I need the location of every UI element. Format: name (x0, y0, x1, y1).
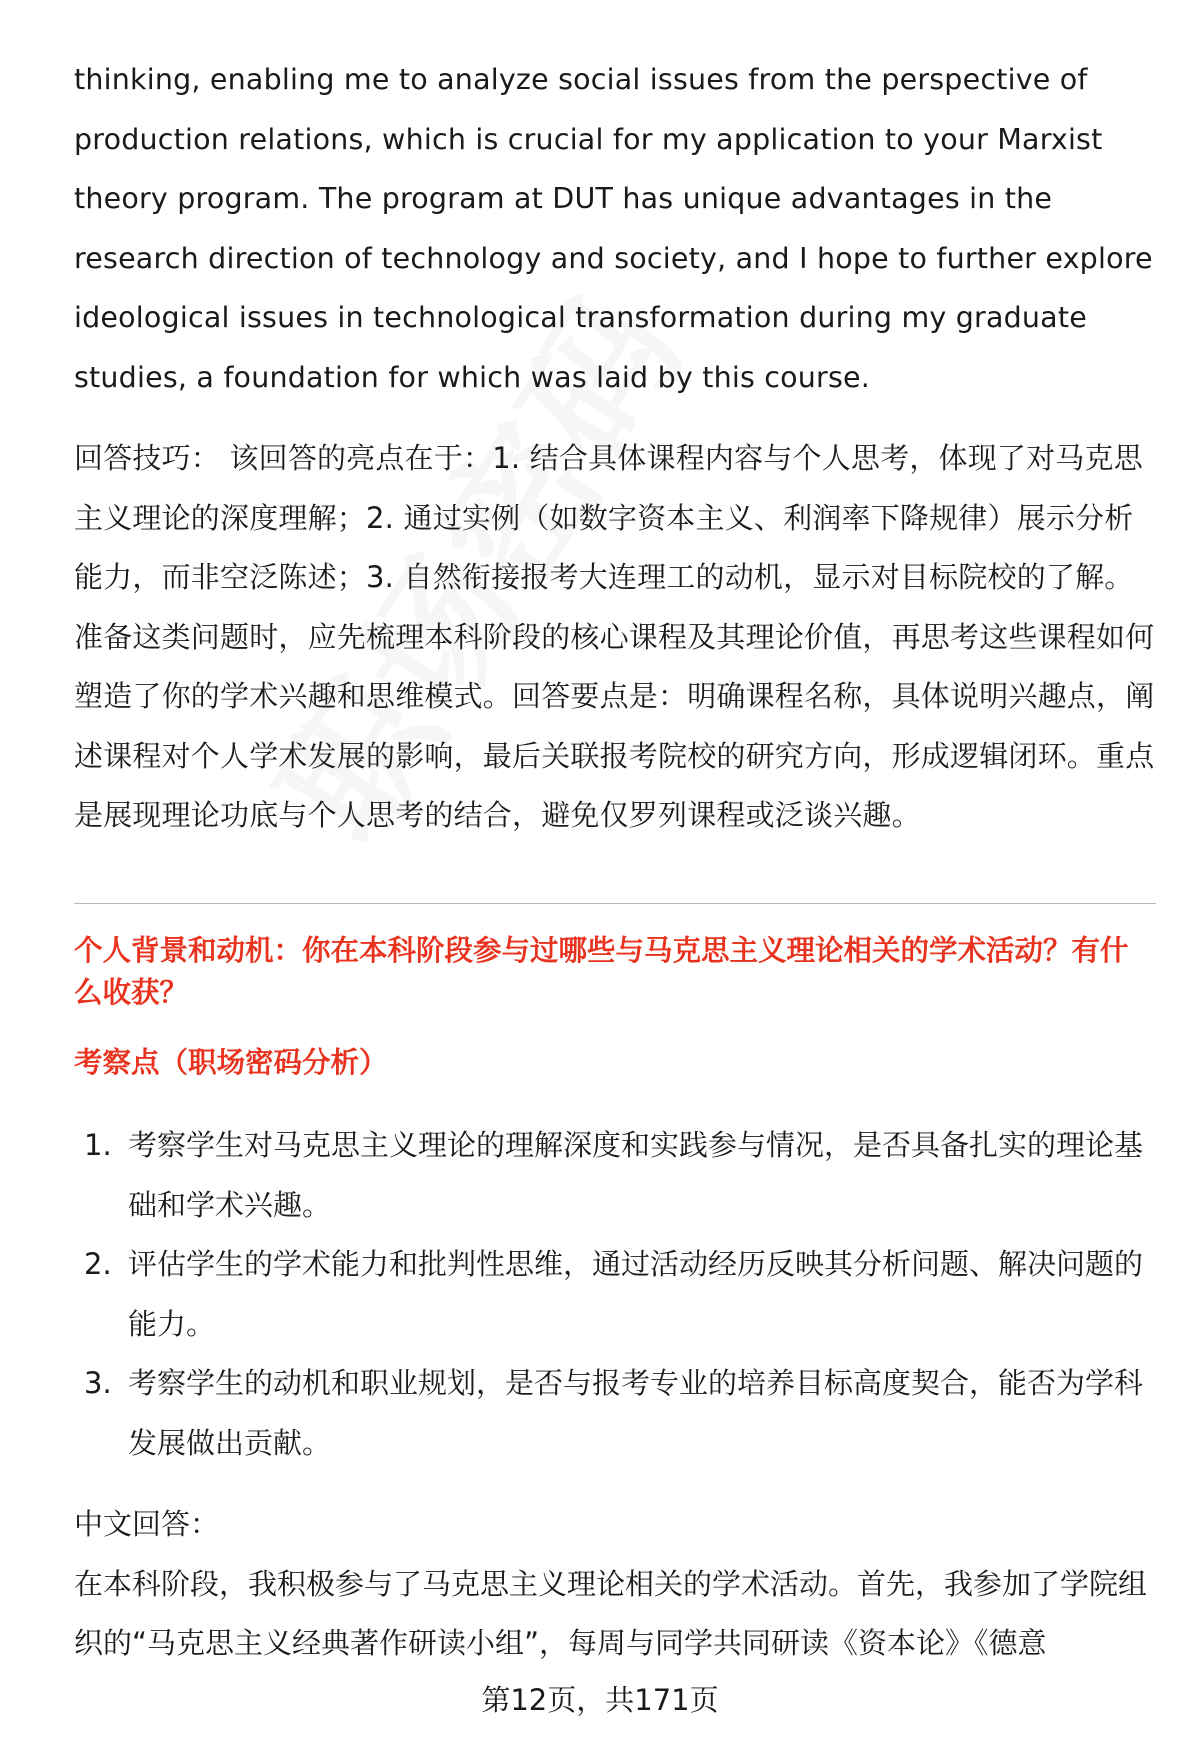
list-item (74, 1116, 1156, 1235)
list-item (74, 1235, 1156, 1354)
question-section (74, 930, 1156, 1674)
list-item-text: 评估学生的学术能力和批判性思维，通过活动经历反映其分析问题、解决问题的能力。 (128, 1247, 1144, 1341)
section-divider (74, 903, 1156, 904)
list-item-text: 考察学生的动机和职业规划，是否与报考专业的培养目标高度契合，能否为学科发展做出贡献。 (128, 1366, 1144, 1460)
list-item-number: 3. (84, 1366, 112, 1400)
examination-points-heading: 考察点（职场密码分析） (74, 1046, 388, 1079)
chinese-answer-text: 在本科阶段，我积极参与了马克思主义理论相关的学术活动。首先，我参加了学院组织的“马克思主义经典著作研读小组”，每周与同学共同研读《资本论》《德意 (74, 1566, 1148, 1660)
examination-points-list (74, 1116, 1156, 1473)
page-footer: 第12页，共171页 (481, 1683, 719, 1717)
english-paragraph: thinking, enabling me to analyze social issues from the perspective of production relations, which is crucial for my application to your Marxist theory program. The program at DUT has unique advantages in the research direction of technology and society, and I hope to further explore ideological issues in technological transformation during my graduate studies, a foundation for which was laid by this course. (74, 63, 1153, 394)
chinese-answer-label: 中文回答： (74, 1507, 220, 1541)
list-item (74, 1354, 1156, 1473)
list-item-text: 考察学生对马克思主义理论的理解深度和实践参与情况，是否具备扎实的理论基础和学术兴趣。 (128, 1128, 1144, 1222)
answer-tip-label: 回答技巧： (74, 441, 221, 475)
question-title: 个人背景和动机：你在本科阶段参与过哪些与马克思主义理论相关的学术活动？有什么收获？ (74, 934, 1129, 1009)
list-item-number: 2. (84, 1247, 112, 1281)
answer-tip-text: 该回答的亮点在于：1. 结合具体课程内容与个人思考，体现了对马克思主义理论的深度理解；2. 通过实例（如数字资本主义、利润率下降规律）展示分析能力，而非空泛陈述；3. 自然衔接报考大连理工的动机，显示对目标院校的了解。准备这类问题时，应先梳理本科阶段的核心课程及其理论价值，再思考这些课程如何塑造了你的学术兴趣和思维模式。回答要点是：明确课程名称，具体说明兴趣点，阐述课程对个人学术发展的影响，最后关联报考院校的研究方向，形成逻辑闭环。重点是展现理论功底与个人思考的结合，避免仅罗列课程或泛谈兴趣。 (74, 441, 1155, 832)
answer-tip (74, 429, 1156, 846)
list-item-number: 1. (84, 1128, 112, 1162)
page-content (74, 50, 1156, 846)
